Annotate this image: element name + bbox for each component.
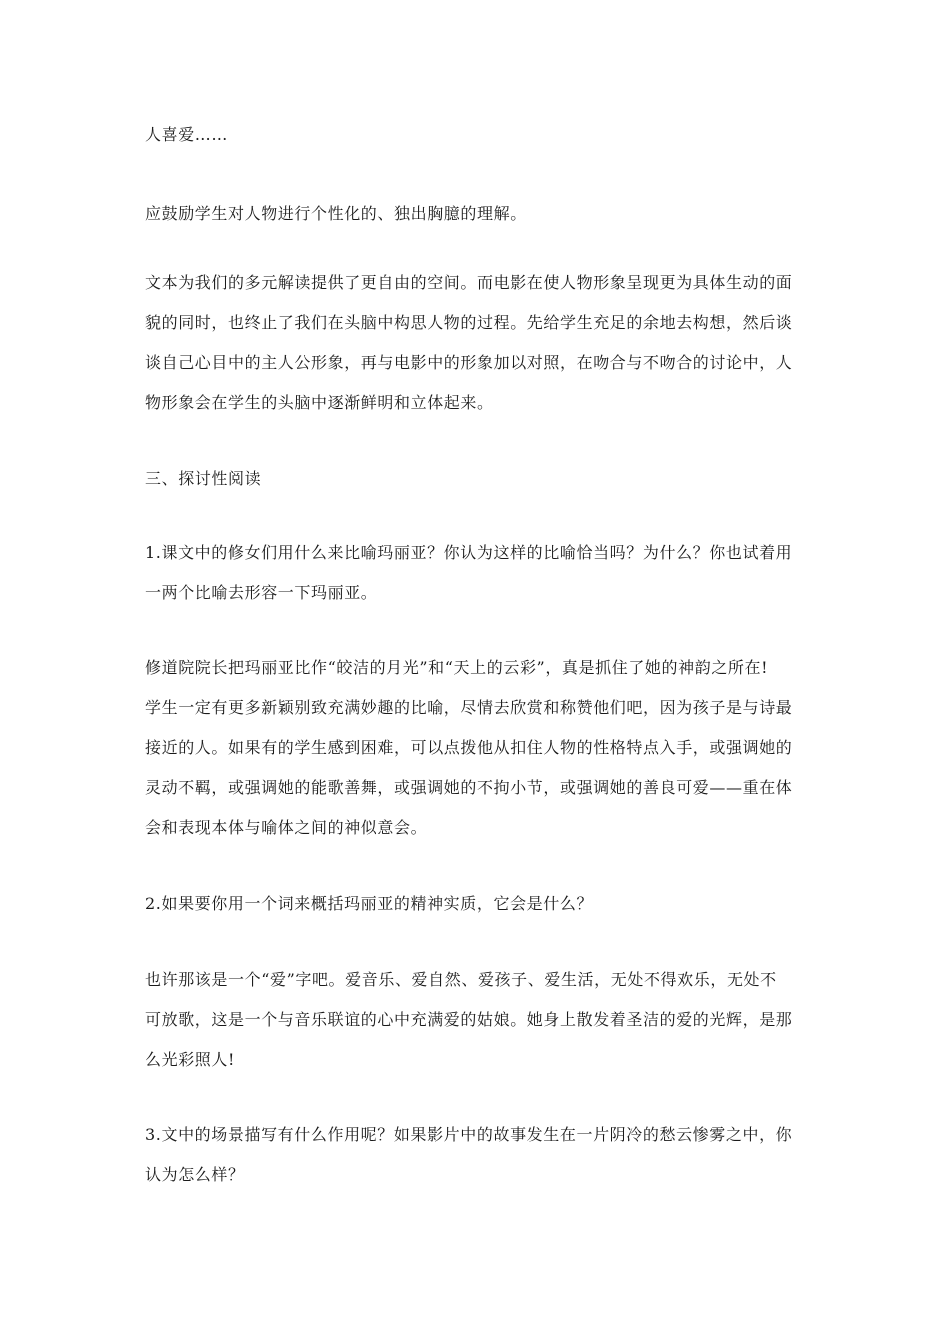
paragraph-intro-fragment bbox=[145, 115, 813, 155]
question-2 bbox=[145, 884, 813, 924]
text-line: 接近的人。如果有的学生感到困难，可以点拨他从扣住人物的性格特点入手，或强调她的 bbox=[145, 738, 793, 757]
text-line: 物形象会在学生的头脑中逐渐鲜明和立体起来。 bbox=[145, 393, 494, 412]
question-1 bbox=[145, 533, 813, 613]
paragraph-text-vs-film bbox=[145, 263, 813, 423]
question-3 bbox=[145, 1115, 813, 1195]
text-line: 貌的同时，也终止了我们在头脑中构思人物的过程。先给学生充足的余地去构想，然后谈 bbox=[145, 313, 793, 332]
text-line: 1.课文中的修女们用什么来比喻玛丽亚？你认为这样的比喻恰当吗？为什么？你也试着用 bbox=[145, 543, 793, 562]
text-line: 么光彩照人! bbox=[145, 1050, 236, 1069]
text-line: 学生一定有更多新颖别致充满妙趣的比喻，尽情去欣赏和称赞他们吧，因为孩子是与诗最 bbox=[145, 698, 793, 717]
section-heading-exploratory-reading bbox=[145, 459, 813, 499]
text-line: 认为怎么样？ bbox=[145, 1165, 245, 1184]
text-line: 一两个比喻去形容一下玛丽亚。 bbox=[145, 583, 378, 602]
text-line: 3.文中的场景描写有什么作用呢？如果影片中的故事发生在一片阴冷的愁云惨雾之中，你 bbox=[145, 1125, 793, 1144]
paragraph-encourage-understanding bbox=[145, 194, 813, 234]
text-line: 修道院院长把玛丽亚比作“皎洁的月光”和“天上的云彩”，真是抓住了她的神韵之所在! bbox=[145, 658, 769, 677]
text-line: 文本为我们的多元解读提供了更自由的空间。而电影在使人物形象呈现更为具体生动的面 bbox=[145, 273, 793, 292]
text-line: 人喜爱…… bbox=[145, 125, 229, 144]
answer-1 bbox=[145, 648, 813, 848]
text-line: 会和表现本体与喻体之间的神似意会。 bbox=[145, 818, 428, 837]
text-line: 也许那该是一个“爱”字吧。爱音乐、爱自然、爱孩子、爱生活，无处不得欢乐，无处不 bbox=[145, 970, 777, 989]
text-line: 灵动不羁，或强调她的能歌善舞，或强调她的不拘小节，或强调她的善良可爱——重在体 bbox=[145, 778, 793, 797]
text-line: 三、探讨性阅读 bbox=[145, 469, 262, 488]
text-line: 可放歌，这是一个与音乐联谊的心中充满爱的姑娘。她身上散发着圣洁的爱的光辉，是那 bbox=[145, 1010, 793, 1029]
answer-2 bbox=[145, 960, 813, 1080]
text-line: 2.如果要你用一个词来概括玛丽亚的精神实质，它会是什么？ bbox=[145, 894, 594, 913]
text-line: 应鼓励学生对人物进行个性化的、独出胸臆的理解。 bbox=[145, 204, 527, 223]
text-line: 谈自己心目中的主人公形象，再与电影中的形象加以对照，在吻合与不吻合的讨论中，人 bbox=[145, 353, 793, 372]
